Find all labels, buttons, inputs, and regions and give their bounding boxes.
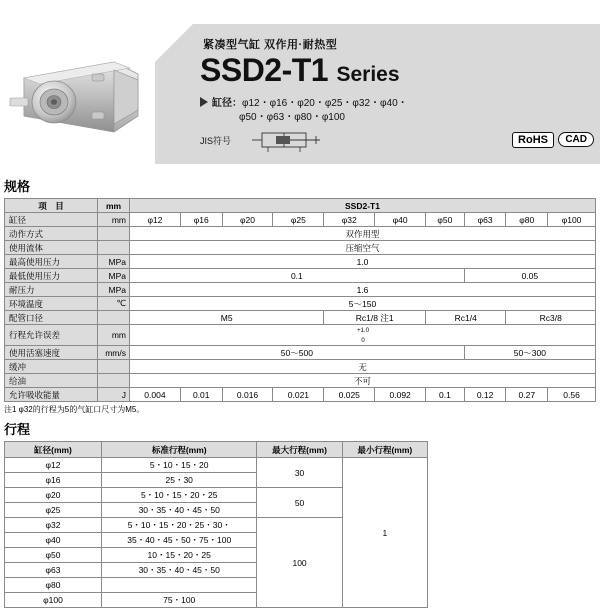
row-label-fluid: 使用流体 [5,241,98,255]
stroke-bore: φ63 [5,563,102,578]
row-value-min-pressure-left: 0.1 [130,269,465,283]
row-label-min-pressure: 最低使用压力 [5,269,98,283]
stroke-standard: 5・10・15・20 [102,458,257,473]
page-title [200,52,400,89]
row-unit-min-pressure: MPa [98,269,130,283]
energy-cell: 0.12 [464,388,506,402]
stroke-bore: φ25 [5,503,102,518]
table-row-proof-pressure [5,283,596,297]
bore-cell: φ100 [548,213,596,227]
stroke-min: 1 [342,458,427,608]
product-model: SSD2-T1 [200,52,329,88]
row-label-lubrication: 给油 [5,374,98,388]
row-unit-bore: mm [98,213,130,227]
row-unit-max-pressure: MPa [98,255,130,269]
tolerance-lower: 0 [361,337,365,344]
bore-cell: φ25 [273,213,324,227]
table-row-max-pressure [5,255,596,269]
row-label-piston-speed: 使用活塞速度 [5,346,98,360]
row-label-cushion: 缓冲 [5,360,98,374]
row-label-port-size: 配管口径 [5,311,98,325]
specification-table [4,198,596,402]
stroke-header-bore: 缸径(mm) [5,442,102,458]
bore-cell: φ32 [324,213,375,227]
stroke-max: 30 [257,458,342,488]
row-value-min-pressure-right: 0.05 [464,269,595,283]
row-value-lubrication: 不可 [130,374,596,388]
row-value-cushion: 无 [130,360,596,374]
stroke-header-standard: 标准行程(mm) [102,442,257,458]
energy-cell: 0.016 [222,388,273,402]
spec-unit-header: mm [98,199,130,213]
bore-cell: φ50 [426,213,465,227]
table-row-min-pressure [5,269,596,283]
stroke-standard [102,578,257,593]
row-value-port-size-3: Rc1/4 [426,311,506,325]
stroke-standard: 10・15・20・25 [102,548,257,563]
table-row [5,458,428,473]
stroke-standard: 75・100 [102,593,257,608]
product-photo [6,40,156,150]
row-value-max-pressure: 1.0 [130,255,596,269]
stroke-bore: φ50 [5,548,102,563]
table-row-temperature [5,297,596,311]
bore-cell: φ12 [130,213,181,227]
stroke-standard: 35・40・45・50・75・100 [102,533,257,548]
energy-cell: 0.004 [130,388,181,402]
bore-cell: φ40 [375,213,426,227]
stroke-standard: 30・35・40・45・50 [102,503,257,518]
stroke-standard: 5・10・15・20・25 [102,488,257,503]
row-unit-action [98,227,130,241]
row-unit-cushion [98,360,130,374]
row-label-action: 动作方式 [5,227,98,241]
bore-list-line1 [200,94,408,109]
bore-label: 缸径： [212,98,242,109]
jis-symbol-label: JIS符号 [200,136,232,146]
energy-cell: 0.025 [324,388,375,402]
row-unit-energy: J [98,388,130,402]
row-label-stroke-tolerance: 行程允许误差 [5,325,98,346]
energy-cell: 0.1 [426,388,465,402]
spec-section-title: 规格 [4,179,31,194]
row-unit-stroke-tolerance: mm [98,325,130,346]
row-label-bore: 缸径 [5,213,98,227]
table-row-lubrication [5,374,596,388]
stroke-header-min: 最小行程(mm) [342,442,427,458]
row-unit-lubrication [98,374,130,388]
table-row-cushion [5,360,596,374]
row-unit-port-size [98,311,130,325]
row-value-port-size-4: Rc3/8 [506,311,596,325]
row-unit-fluid [98,241,130,255]
energy-cell: 0.01 [180,388,222,402]
row-label-energy: 允许吸收能量 [5,388,98,402]
row-value-piston-speed-right: 50～300 [464,346,595,360]
row-value-action: 双作用型 [130,227,596,241]
spec-footnote: 注1 φ32的行程为5的气缸口尺寸为M5。 [4,405,145,414]
table-row-bore [5,213,596,227]
table-row-port-size [5,311,596,325]
product-subtitle: 紧凑型气缸 双作用·耐热型 [203,39,338,51]
row-value-port-size-1: M5 [130,311,324,325]
row-value-proof-pressure: 1.6 [130,283,596,297]
bore-values-line1: φ12・φ16・φ20・φ25・φ32・φ40・ [242,98,408,109]
bore-cell: φ20 [222,213,273,227]
row-label-proof-pressure: 耐压力 [5,283,98,297]
stroke-standard: 5・10・15・20・25・30・ [102,518,257,533]
bore-cell: φ80 [506,213,548,227]
energy-cell: 0.27 [506,388,548,402]
row-label-max-pressure: 最高使用压力 [5,255,98,269]
energy-cell: 0.021 [273,388,324,402]
table-row-stroke-tolerance [5,325,596,346]
cad-badge: CAD [558,132,594,147]
stroke-table [4,441,428,608]
spec-model-header: SSD2-T1 [130,199,596,213]
table-row-action [5,227,596,241]
triangle-bullet-icon [200,97,208,107]
stroke-standard: 25・30 [102,473,257,488]
stroke-standard: 30・35・40・45・50 [102,563,257,578]
bore-cell: φ16 [180,213,222,227]
table-row-energy [5,388,596,402]
energy-cell: 0.56 [548,388,596,402]
stroke-section-title: 行程 [4,422,31,437]
stroke-bore: φ80 [5,578,102,593]
bore-cell: φ63 [464,213,506,227]
row-value-stroke-tolerance [130,325,596,346]
row-unit-proof-pressure: MPa [98,283,130,297]
table-row-piston-speed [5,346,596,360]
row-value-port-size-2: Rc1/8 注1 [324,311,426,325]
spec-item-header: 项 目 [5,199,98,213]
stroke-bore: φ12 [5,458,102,473]
bore-list-line2: φ50・φ63・φ80・φ100 [239,112,345,123]
product-header [0,0,600,172]
table-row-fluid [5,241,596,255]
stroke-bore: φ100 [5,593,102,608]
row-value-piston-speed-left: 50～500 [130,346,465,360]
stroke-max: 100 [257,518,342,608]
stroke-bore: φ32 [5,518,102,533]
row-unit-piston-speed: mm/s [98,346,130,360]
stroke-header-max: 最大行程(mm) [257,442,342,458]
table-row-header [5,199,596,213]
product-series-word: Series [336,63,400,86]
row-value-fluid: 压缩空气 [130,241,596,255]
stroke-bore: φ20 [5,488,102,503]
stroke-bore: φ40 [5,533,102,548]
table-row-header [5,442,428,458]
row-unit-temperature: ℃ [98,297,130,311]
tolerance-upper: +1.0 [357,327,369,334]
row-value-temperature: 5～150 [130,297,596,311]
row-label-temperature: 环境温度 [5,297,98,311]
stroke-bore: φ16 [5,473,102,488]
jis-symbol-diagram [246,128,332,154]
rohs-badge: RoHS [512,132,554,148]
stroke-max: 50 [257,488,342,518]
energy-cell: 0.092 [375,388,426,402]
